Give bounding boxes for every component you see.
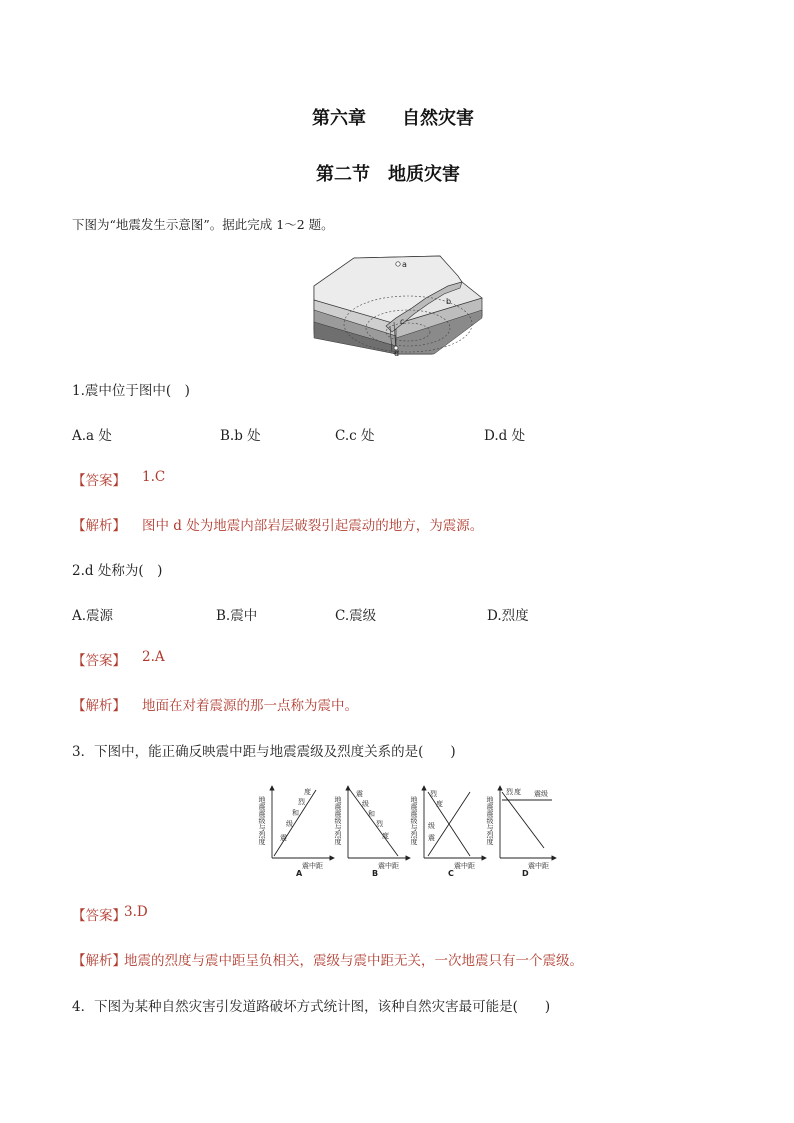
graph-a bbox=[258, 786, 334, 878]
graph-b bbox=[334, 786, 411, 878]
graph-c bbox=[410, 786, 487, 878]
q3-answer: 3.D bbox=[124, 904, 148, 920]
svg-text:级: 级 bbox=[286, 820, 293, 828]
label-b: b bbox=[446, 297, 452, 306]
svg-text:和: 和 bbox=[368, 810, 375, 818]
graph-c-letter: C bbox=[448, 869, 454, 878]
svg-text:烈: 烈 bbox=[376, 820, 383, 828]
graph-d-letter: D bbox=[522, 869, 529, 878]
label-a: a bbox=[402, 260, 407, 269]
graph-d-ylabel: 地震震级与烈度 bbox=[486, 796, 494, 845]
q3-graphs bbox=[258, 782, 558, 878]
q4-stem: 4．下图为某种自然灾害引发道路破坏方式统计图，该种自然灾害最可能是( ) bbox=[72, 999, 551, 1015]
q1-option-d: D.d 处 bbox=[484, 428, 526, 444]
earthquake-diagram bbox=[312, 252, 484, 358]
q2-answer-tag: 【答案】 bbox=[72, 653, 126, 669]
svg-text:烈: 烈 bbox=[298, 798, 305, 806]
q1-answer: 1.C bbox=[142, 469, 166, 485]
q2-option-c: C.震级 bbox=[335, 608, 377, 624]
graph-b-ylabel: 地震震级与烈度 bbox=[334, 796, 342, 845]
q1-explanation: 图中 d 处为地震内部岩层破裂引起震动的地方，为震源。 bbox=[142, 518, 484, 534]
q3-answer-tag: 【答案】 bbox=[72, 908, 126, 924]
section-title: 第二节 地质灾害 bbox=[316, 164, 460, 185]
intro-text: 下图为“地震发生示意图”。据此完成 1～2 题。 bbox=[72, 217, 334, 232]
q3-explanation: 地震的烈度与震中距呈负相关，震级与震中距无关，一次地震只有一个震级。 bbox=[124, 953, 583, 969]
q2-explain-tag: 【解析】 bbox=[72, 698, 126, 714]
svg-text:度: 度 bbox=[304, 788, 311, 796]
svg-text:烈: 烈 bbox=[430, 790, 437, 798]
svg-text:烈: 烈 bbox=[506, 788, 513, 796]
q2-option-d: D.烈度 bbox=[487, 608, 529, 624]
q2-option-b: B.震中 bbox=[216, 608, 258, 624]
graph-d-xlabel: 震中距 bbox=[528, 862, 549, 870]
q1-stem: 1.震中位于图中( ) bbox=[72, 383, 190, 399]
graph-b-xlabel: 震中距 bbox=[378, 862, 399, 870]
graph-c-ylabel: 地震震级与烈度 bbox=[410, 796, 418, 845]
q1-option-a: A.a 处 bbox=[72, 428, 112, 444]
q2-option-a: A.震源 bbox=[72, 608, 114, 624]
svg-text:度: 度 bbox=[382, 832, 389, 840]
chapter-title: 第六章 自然灾害 bbox=[312, 108, 474, 129]
graph-d bbox=[486, 786, 557, 878]
q2-answer: 2.A bbox=[142, 649, 165, 665]
svg-text:级: 级 bbox=[362, 800, 369, 808]
svg-text:度: 度 bbox=[436, 800, 443, 808]
q2-explanation: 地面在对着震源的那一点称为震中。 bbox=[142, 698, 358, 714]
svg-text:震: 震 bbox=[280, 834, 287, 842]
svg-text:和: 和 bbox=[292, 809, 299, 817]
q3-stem: 3．下图中，能正确反映震中距与地震震级及烈度关系的是( ) bbox=[72, 744, 456, 760]
svg-text:级: 级 bbox=[428, 822, 435, 830]
q1-option-c: C.c 处 bbox=[335, 428, 375, 444]
graph-a-ylabel: 地震震级与烈度 bbox=[258, 796, 266, 845]
graph-b-letter: B bbox=[372, 869, 379, 878]
graph-c-xlabel: 震中距 bbox=[454, 862, 475, 870]
q1-option-b: B.b 处 bbox=[220, 428, 261, 444]
svg-text:度: 度 bbox=[514, 788, 521, 796]
q1-answer-tag: 【答案】 bbox=[72, 473, 126, 489]
q2-stem: 2.d 处称为( ) bbox=[72, 563, 163, 579]
q3-explain-tag: 【解析】 bbox=[72, 953, 126, 969]
q1-explain-tag: 【解析】 bbox=[72, 518, 126, 534]
graph-a-letter: A bbox=[296, 869, 303, 878]
svg-text:震: 震 bbox=[428, 834, 435, 842]
label-d: d bbox=[394, 349, 400, 358]
graph-a-xlabel: 震中距 bbox=[302, 862, 323, 870]
svg-text:震级: 震级 bbox=[534, 790, 548, 798]
svg-text:震: 震 bbox=[356, 790, 363, 798]
label-c: c bbox=[400, 317, 405, 326]
